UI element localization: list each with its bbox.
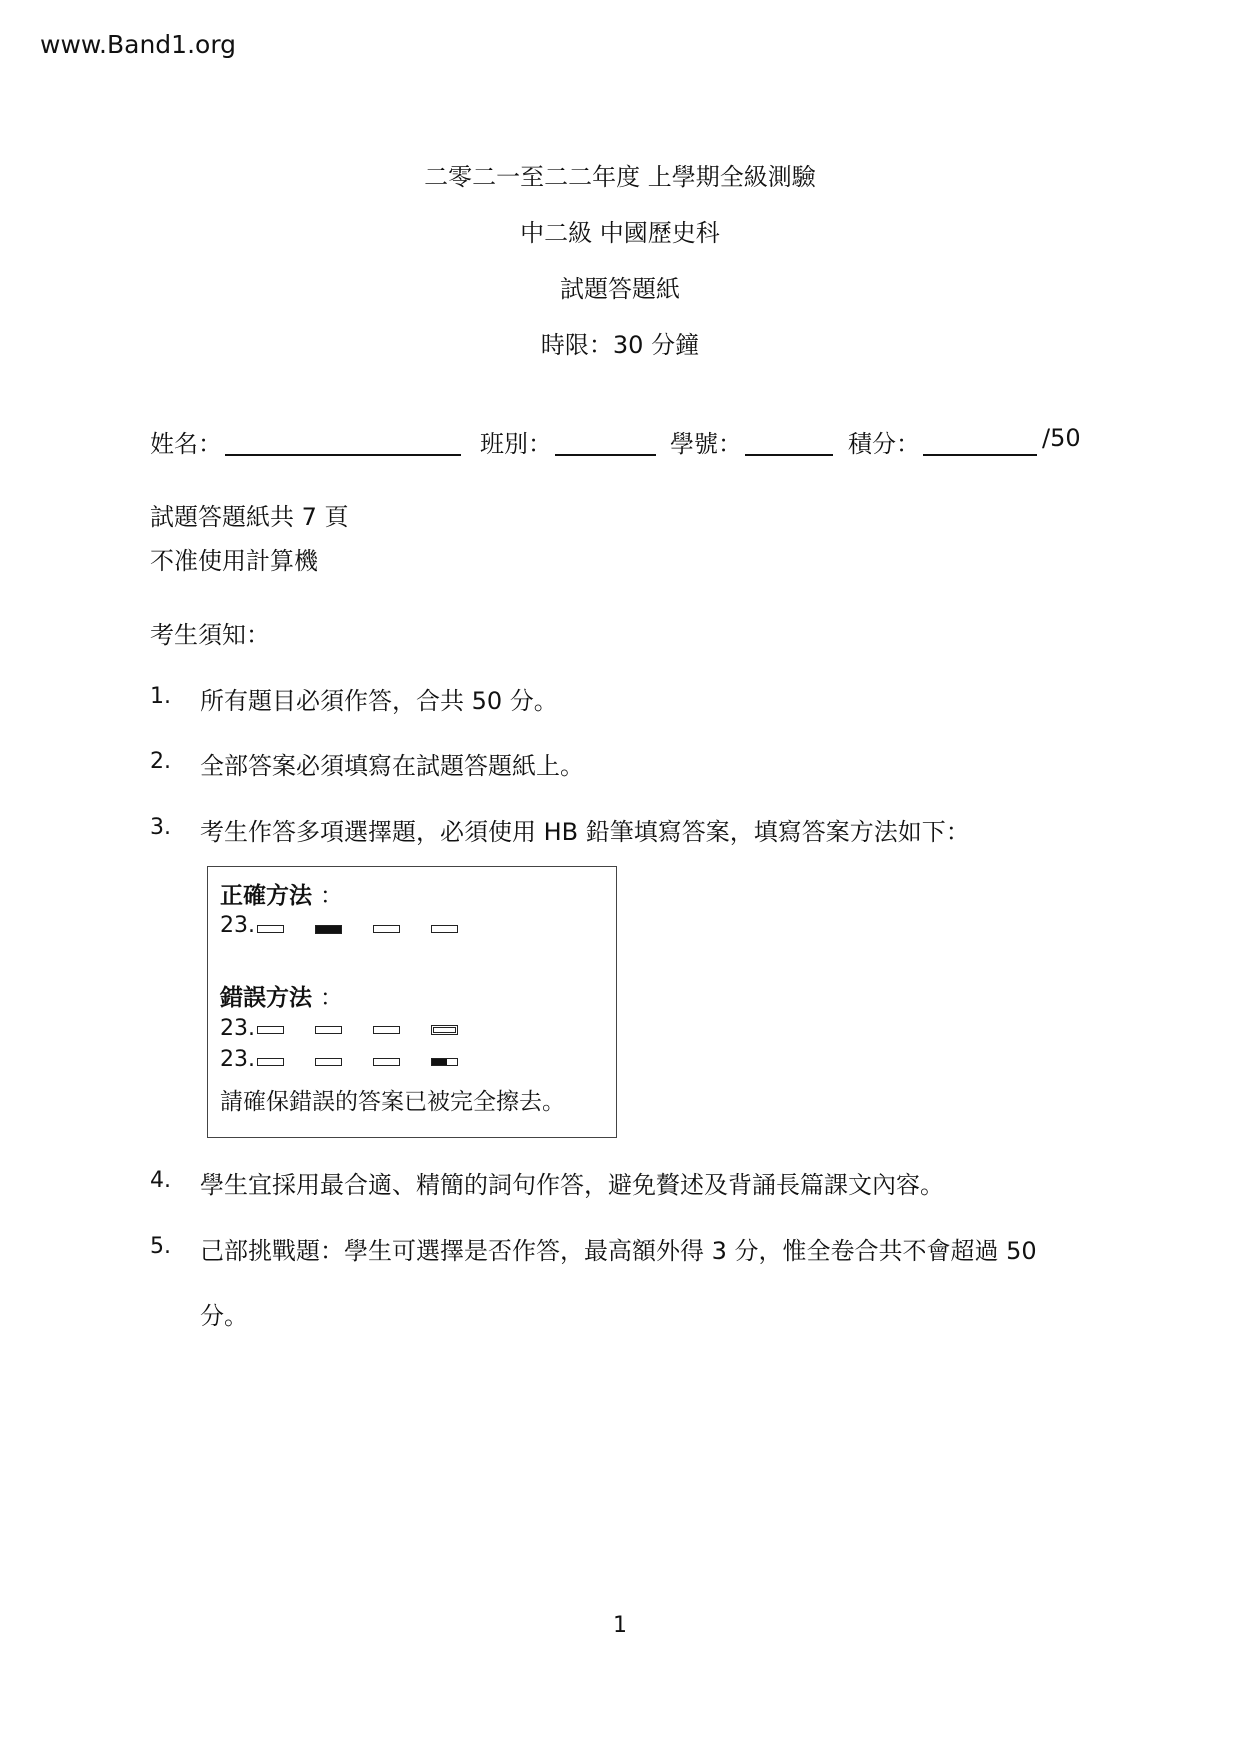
exam-title: 二零二一至二二年度 上學期全級測驗 (424, 163, 816, 191)
correct-method-heading: 正確方法 (220, 883, 312, 909)
answer-bubble-empty (257, 1058, 284, 1066)
instruction-text: 學生宜採用最合適、精簡的詞句作答，避免贅述及背誦長篇課文內容。 (200, 1171, 944, 1199)
score-blank[interactable] (923, 454, 1037, 456)
answer-bubble-empty (315, 1026, 342, 1034)
wrong-method-colon: ： (320, 985, 343, 1011)
example-question-number: 23. (220, 1016, 255, 1041)
exam-time-limit: 時限：30 分鐘 (540, 331, 700, 359)
instruction-text: 所有題目必須作答，合共 50 分。 (200, 687, 558, 715)
answer-bubble-empty (257, 1026, 284, 1034)
instructions-title: 考生須知： (150, 621, 270, 649)
instruction-number: 4. (150, 1168, 171, 1193)
erase-note: 請確保錯誤的答案已被完全擦去。 (220, 1089, 565, 1115)
instruction-text: 考生作答多項選擇題，必須使用 HB 鉛筆填寫答案，填寫答案方法如下： (200, 818, 970, 846)
name-blank[interactable] (225, 454, 461, 456)
example-question-number: 23. (220, 1047, 255, 1072)
instruction-number: 3. (150, 815, 171, 840)
student-number-label: 學號： (670, 430, 742, 458)
answer-bubble-empty (431, 925, 458, 933)
correct-method-colon: ： (320, 883, 343, 909)
calculator-note: 不准使用計算機 (150, 547, 318, 575)
class-blank[interactable] (555, 454, 656, 456)
instruction-number: 5. (150, 1234, 171, 1259)
answer-bubble-filled (315, 925, 342, 934)
answer-bubble-empty (373, 1026, 400, 1034)
answer-bubble-partially-filled (431, 1058, 458, 1066)
example-question-number: 23. (220, 913, 255, 938)
exam-subject: 中二級 中國歷史科 (520, 219, 720, 247)
watermark: www.Band1.org (40, 30, 237, 59)
score-total: /50 (1042, 424, 1081, 452)
student-info-fields (150, 424, 1090, 460)
exam-paper-type: 試題答題紙 (560, 275, 680, 303)
answer-method-example-box (207, 866, 617, 1138)
wrong-method-heading: 錯誤方法 (220, 985, 312, 1011)
instruction-text-continuation: 分。 (200, 1302, 248, 1330)
answer-bubble-empty (373, 925, 400, 933)
name-label: 姓名： (150, 430, 222, 458)
page-count-note: 試題答題紙共 7 頁 (150, 503, 349, 531)
score-label: 積分： (848, 430, 920, 458)
instruction-number: 1. (150, 684, 171, 709)
instruction-text: 全部答案必須填寫在試題答題紙上。 (200, 752, 584, 780)
answer-bubble-empty (373, 1058, 400, 1066)
page-number: 1 (613, 1613, 627, 1638)
answer-bubble-empty (315, 1058, 342, 1066)
student-number-blank[interactable] (745, 454, 833, 456)
answer-bubble-empty (257, 925, 284, 933)
instruction-number: 2. (150, 749, 171, 774)
instruction-text: 己部挑戰題：學生可選擇是否作答，最高額外得 3 分，惟全卷合共不會超過 50 (200, 1237, 1037, 1265)
class-label: 班別： (480, 430, 552, 458)
answer-bubble-lightly-marked (431, 1025, 458, 1035)
